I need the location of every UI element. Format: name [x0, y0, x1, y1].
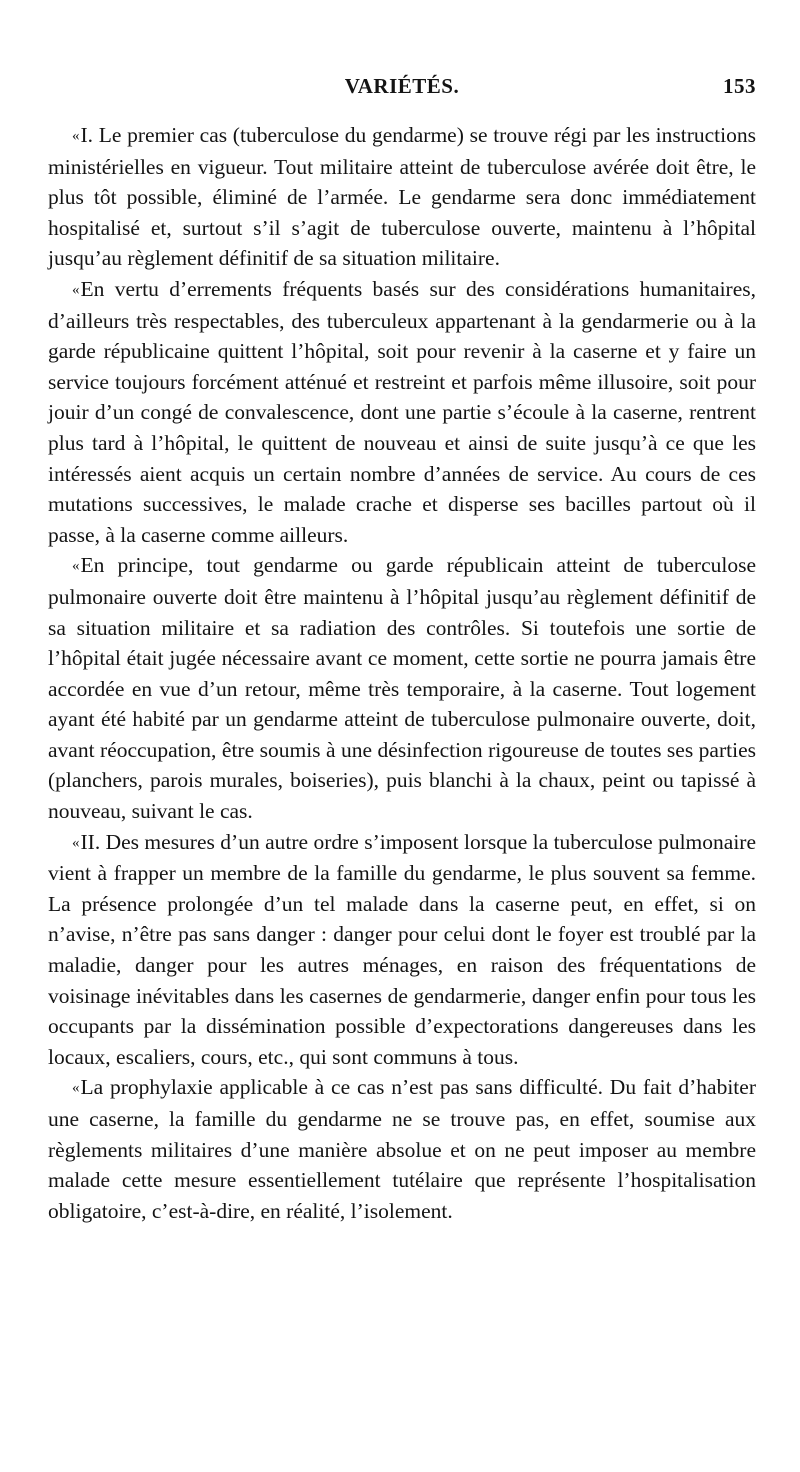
paragraph-text: En vertu d’errements fréquents basés sur des considérations humanitaires, d’ailleurs très respectables, des tuberculeux appartenant à la gendarmerie ou à la garde républicaine quittent l’hôpital, soit pour revenir à la caserne et y faire un service toujours forcément atténué et restreint et parfois même illusoire, soit pour jouir d’un congé de convalescence, dont une partie s’écoule à la caserne, rentrent plus tard à l’hôpital, le quittent de nouveau et ainsi de suite jusqu’à ce que les intéressés aient acquis un certain nombre d’années de service. Au cours de ces mutations successives, le malade crache et disperse ses bacilles partout où il passe, à la caserne comme ailleurs. [48, 276, 756, 547]
body-text [48, 120, 756, 1226]
running-title: VARIÉTÉS. [344, 74, 460, 98]
paragraph-text: En principe, tout gendarme ou garde républicain atteint de tuberculose pulmonaire ouverte doit être maintenu à l’hôpital jusqu’au règlement définitif de sa situation militaire et sa radiation des contrôles. Si toutefois une sortie de l’hôpital était jugée nécessaire avant ce moment, cette sortie ne pourra jamais être accordée en vue d’un retour, même très temporaire, à la caserne. Tout logement ayant été habité par un gendarme atteint de tuberculose pulmonaire ouverte, doit, avant réoccupation, être soumis à une désinfection rigoureuse de toutes ses parties (planchers, parois murales, boiseries), puis blanchi à la chaux, peint ou tapissé à nouveau, suivant le cas. [48, 553, 756, 824]
paragraph-text: II. Des mesures d’un autre ordre s’imposent lorsque la tuberculose pulmonaire vient à frapper un membre de la famille du gendarme, le plus souvent sa femme. La présence prolongée d’un tel malade dans la caserne peut, en effet, si on n’avise, n’être pas sans danger : danger pour celui dont le foyer est troublé par la maladie, danger pour les autres ménages, en raison des fréquentations de voisinage inévitables dans les casernes de gendarmerie, danger enfin pour tous les occupants par la dissémination possible d’expectorations dangereuses dans les locaux, escaliers, cours, etc., qui sont communs à tous. [48, 829, 756, 1069]
paragraph-2 [48, 274, 756, 550]
quote-mark: « [72, 281, 80, 298]
quote-mark: « [72, 558, 80, 575]
page-number: 153 [723, 74, 756, 98]
running-head [48, 74, 756, 110]
paragraph-3 [48, 550, 756, 826]
book-page [48, 74, 756, 1226]
paragraph-text: I. Le premier cas (tuberculose du gendarme) se trouve régi par les instructions ministérielles en vigueur. Tout militaire atteint de tuberculose avérée doit être, le plus tôt possible, éliminé de l’armée. Le gendarme sera donc immédiatement hospitalisé et, surtout s’il s’agit de tuberculose ouverte, maintenu à l’hôpital jusqu’au règlement définitif de sa situation militaire. [48, 123, 756, 271]
paragraph-text: La prophylaxie applicable à ce cas n’est pas sans difficulté. Du fait d’habiter une caserne, la famille du gendarme ne se trouve pas, en effet, soumise aux règlements militaires d’une manière absolue et on ne peut imposer au membre malade cette mesure essentiellement tutélaire que représente l’hospitalisation obligatoire, c’est-à-dire, en réalité, l’isolement. [48, 1075, 756, 1223]
paragraph-1 [48, 120, 756, 274]
paragraph-4 [48, 827, 756, 1073]
paragraph-5 [48, 1072, 756, 1226]
quote-mark: « [72, 834, 80, 851]
quote-mark: « [72, 1080, 80, 1097]
quote-mark: « [72, 128, 80, 144]
